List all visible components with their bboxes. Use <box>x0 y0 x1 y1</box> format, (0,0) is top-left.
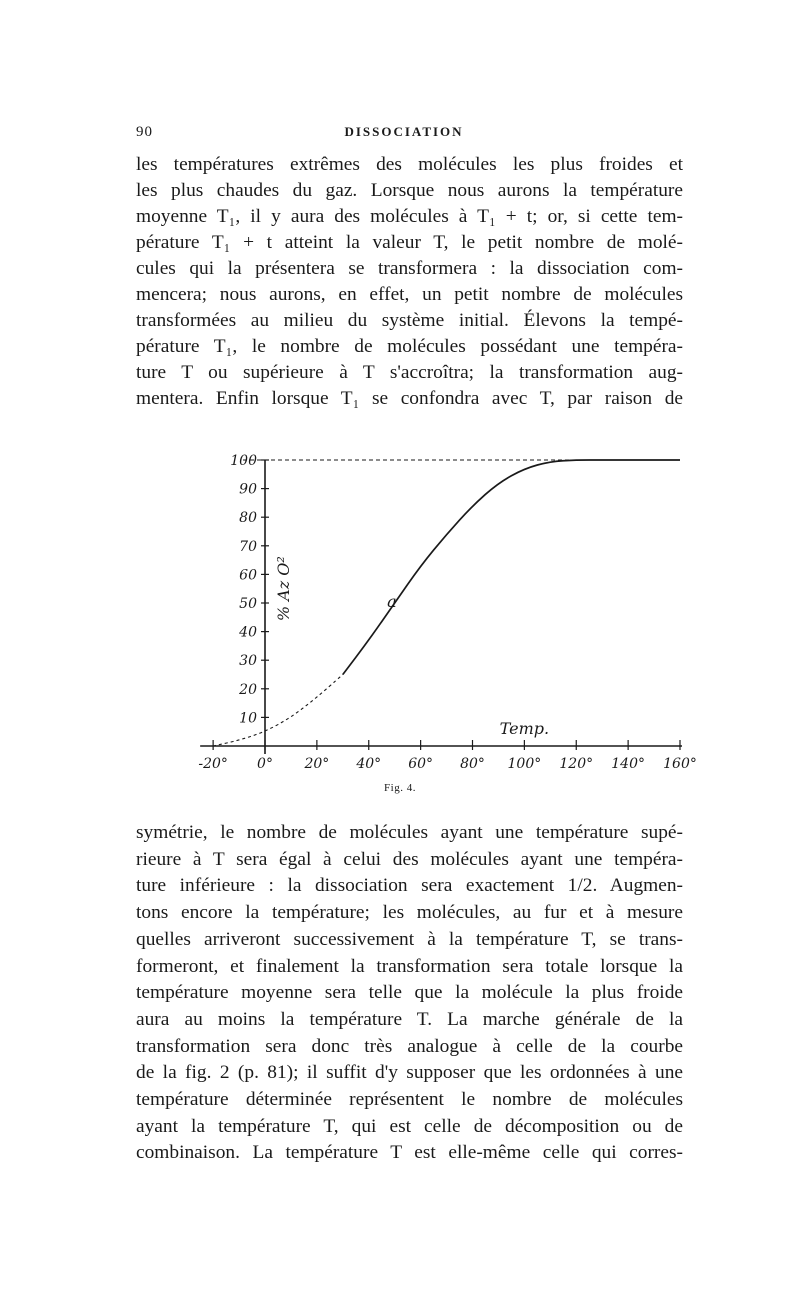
x-tick-label: 120° <box>559 756 594 772</box>
page-number: 90 <box>136 124 153 140</box>
text-line: les plus chaudes du gaz. Lorsque nous aurons la température <box>136 180 683 201</box>
x-tick-label: 0° <box>257 756 273 772</box>
y-tick-label: 80 <box>239 510 257 527</box>
running-title: DISSOCIATION <box>344 124 464 139</box>
y-tick-label: 70 <box>239 538 257 555</box>
text-line: aura au moins la température T. La marche générale de la <box>136 1008 683 1030</box>
text-line: moyenne T₁, il y aura des molécules à T₁ + t; or, si cette tem- <box>136 206 683 227</box>
text-line: température déterminée représentent le nombre de molécules <box>136 1089 683 1111</box>
text-line: quelles arriveront successivement à la température T, se trans- <box>136 928 683 950</box>
x-tick-label: 80° <box>460 756 485 772</box>
text-line: ayant la température T, qui est celle de décomposition ou de <box>136 1115 683 1137</box>
x-tick-label: 40° <box>356 756 382 772</box>
dissociation-chart <box>0 440 800 780</box>
x-tick-label: 20° <box>304 756 330 772</box>
y-tick-label: 60 <box>239 567 257 584</box>
text-line: rieure à T sera égal à celui des molécules ayant une tempéra- <box>136 848 683 870</box>
text-line: les températures extrêmes des molécules les plus froides et <box>136 154 683 175</box>
y-tick-label: 100 <box>230 453 257 469</box>
text-line: combinaison. La température T est elle-même celle qui corres- <box>136 1142 683 1164</box>
text-line: tons encore la température; les molécules, au fur et à mesure <box>136 902 683 924</box>
text-line: ture T ou supérieure à T s'accroîtra; la transformation aug- <box>136 362 683 383</box>
y-tick-label: 10 <box>239 710 257 727</box>
curve-label: a <box>387 592 397 611</box>
text-line: ture inférieure : la dissociation sera exactement 1/2. Augmen- <box>136 875 683 897</box>
y-tick-label: 20 <box>239 681 257 698</box>
paragraph-bottom <box>136 820 683 1167</box>
text-line: mencera; nous aurons, en effet, un petit nombre de molécules <box>136 284 683 305</box>
text-line: mentera. Enfin lorsque T₁ se confondra avec T, par raison de <box>136 388 683 409</box>
x-tick-label: -20° <box>198 756 228 772</box>
paragraph-top <box>136 152 683 412</box>
text-line: de la fig. 2 (p. 81); il suffit d'y supposer que les ordonnées à une <box>136 1062 683 1084</box>
text-line: transformation sera donc très analogue à celle de la courbe <box>136 1035 683 1057</box>
text-line: symétrie, le nombre de molécules ayant une température supé- <box>136 822 683 843</box>
curve-solid-segment <box>343 460 680 675</box>
x-tick-label: 100° <box>507 756 542 772</box>
text-line: cules qui la présentera se transformera : la dissociation com- <box>136 258 683 279</box>
x-tick-label: 60° <box>408 756 434 772</box>
text-line: transformées au milieu du système initial. Élevons la tempé- <box>136 310 683 331</box>
y-tick-label: 90 <box>239 481 257 498</box>
figure <box>0 440 800 810</box>
y-tick-label: 50 <box>239 596 257 612</box>
x-tick-label: 140° <box>611 756 645 772</box>
text-line: température moyenne sera telle que la molécule la plus froide <box>136 982 683 1004</box>
x-axis-label: Temp. <box>499 719 550 738</box>
page-header <box>0 124 800 148</box>
text-line: formeront, et finalement la transformation sera totale lorsque la <box>136 955 683 977</box>
y-axis-label: % Az O² <box>274 556 293 622</box>
text-line: pérature T₁, le nombre de molécules possédant une tempéra- <box>136 336 683 357</box>
figure-caption: Fig. 4. <box>384 782 416 794</box>
y-tick-label: 40 <box>239 624 257 641</box>
x-tick-label: 160° <box>663 756 697 772</box>
y-tick-label: 30 <box>239 653 257 670</box>
curve-dashed-segment <box>213 675 343 747</box>
text-line: pérature T₁ + t atteint la valeur T, le petit nombre de molé- <box>136 232 683 253</box>
